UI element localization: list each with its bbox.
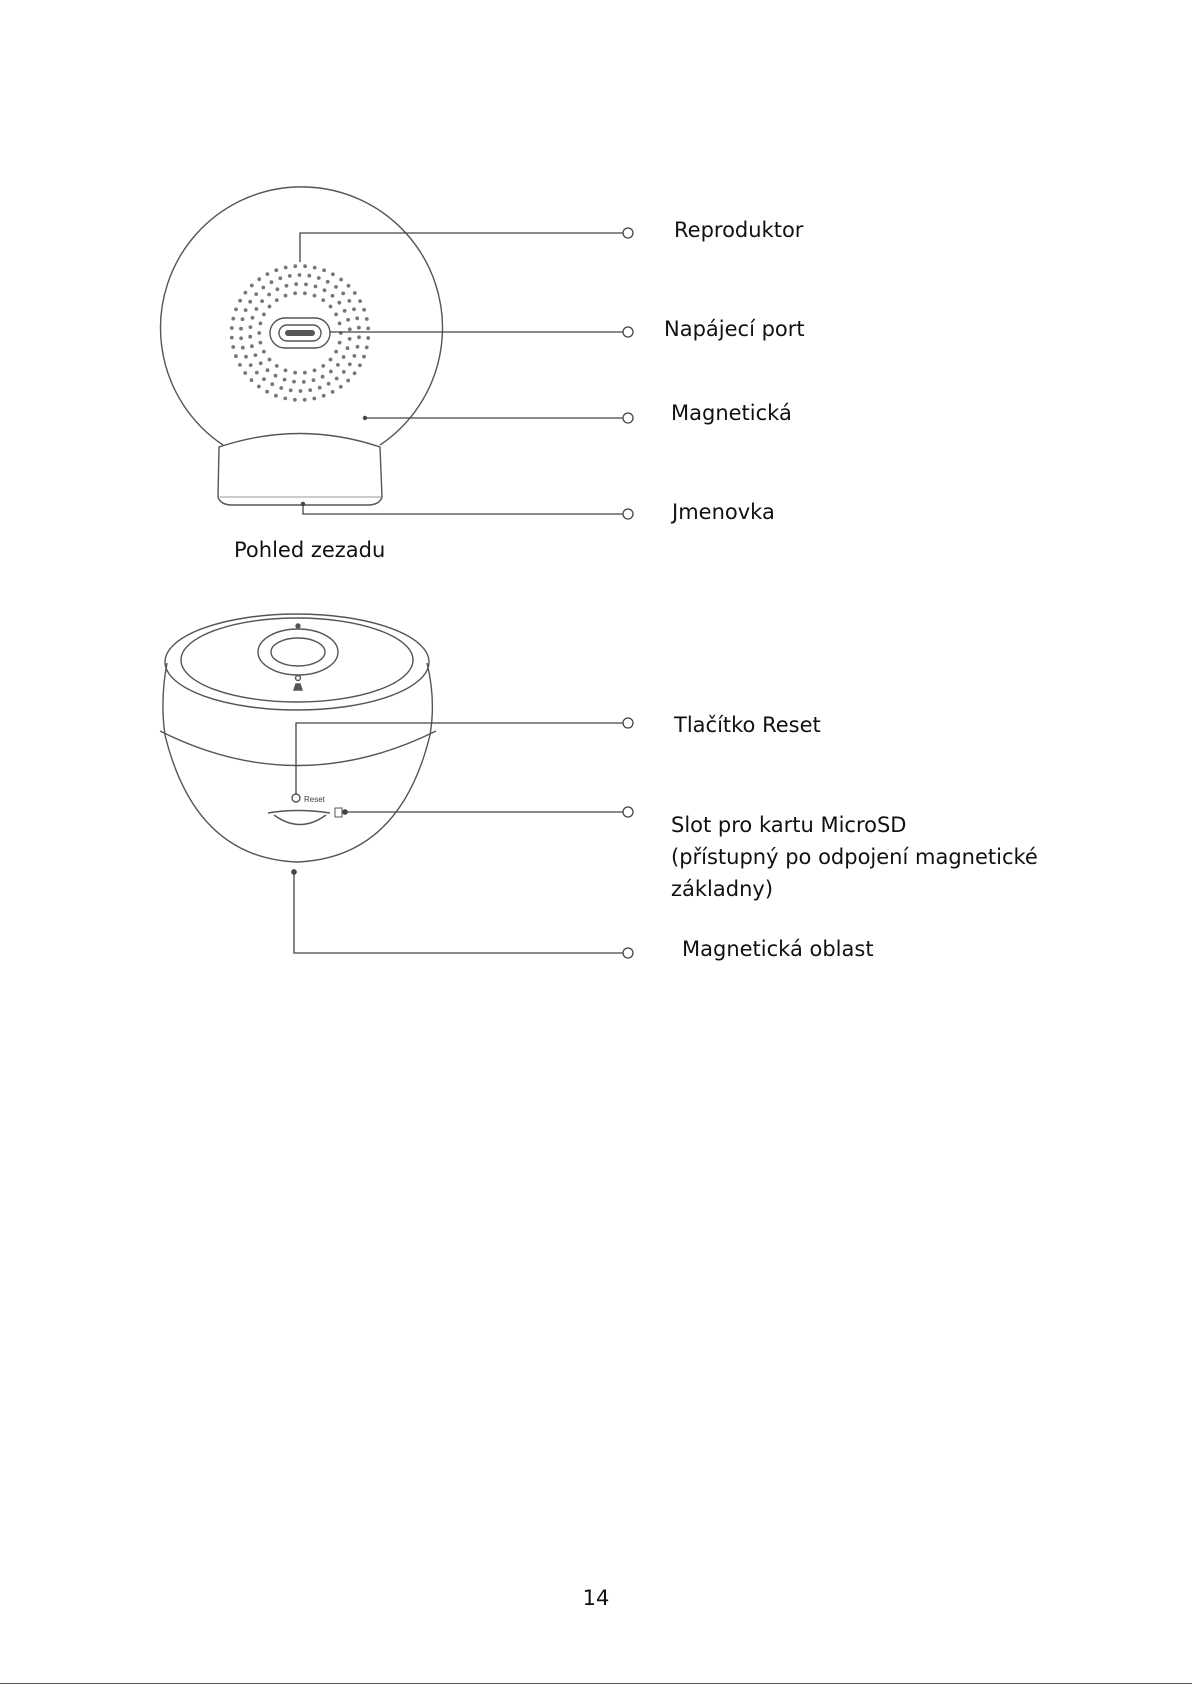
speaker-hole [335,377,339,381]
speaker-hole [251,316,255,320]
speaker-hole [283,397,287,401]
speaker-hole [362,355,366,359]
speaker-hole [270,382,274,386]
speaker-hole [326,280,330,284]
speaker-hole [284,369,288,373]
speaker-hole [347,284,351,288]
speaker-hole [331,272,335,276]
callout-microsd-slot-line1: Slot pro kartu MicroSD [671,813,907,837]
speaker-hole [355,316,359,320]
speaker-hole [259,361,263,365]
speaker-hole [241,346,245,350]
speaker-hole [274,394,278,398]
speaker-hole [243,371,247,375]
speaker-hole [239,336,243,340]
speaker-hole [254,292,258,296]
speaker-hole [275,298,279,302]
callout-power-port: Napájecí port [664,317,805,341]
speaker-hole [262,377,266,381]
speaker-hole [279,386,283,390]
back-view-caption: Pohled zezadu [234,538,386,562]
speaker-hole [268,358,272,362]
speaker-hole [313,369,317,373]
speaker-hole [250,378,254,382]
speaker-hole [270,280,274,284]
speaker-hole [265,390,269,394]
speaker-hole [268,305,272,309]
callout-microsd-slot-line2: (přístupný po odpojení magnetické [671,845,1038,869]
speaker-hole [357,326,361,330]
speaker-hole [259,341,263,345]
speaker-hole [318,386,322,390]
speaker-hole [294,282,298,286]
speaker-hole [292,380,296,384]
speaker-hole [257,385,261,389]
speaker-hole [278,276,282,280]
speaker-hole [321,298,325,302]
speaker-hole [338,322,342,326]
speaker-hole [342,370,346,374]
speaker-hole [334,313,338,317]
speaker-hole [298,273,302,277]
speaker-hole [346,346,350,350]
speaker-hole [303,291,307,295]
speaker-hole [366,336,370,340]
speaker-hole [288,274,292,278]
speaker-hole [261,286,265,290]
callout-microsd-slot-line3: základny) [671,877,774,901]
speaker-hole [348,362,352,366]
speaker-hole [257,331,261,335]
speaker-hole [353,291,357,295]
speaker-hole [329,358,333,362]
speaker-hole [244,355,248,359]
camera-back-view [161,187,443,505]
speaker-hole [342,355,346,359]
speaker-hole [284,266,288,270]
speaker-hole [312,397,316,401]
speaker-hole [293,264,297,268]
speaker-hole [304,283,308,287]
speaker-hole [336,363,340,367]
speaker-hole [329,305,333,309]
callout-reset-button: Tlačítko Reset [674,713,821,737]
speaker-hole [365,346,369,350]
callout-magnetic-area: Magnetická oblast [682,937,874,961]
speaker-hole [312,378,316,382]
speaker-hole [346,318,350,322]
speaker-hole [334,350,338,354]
speaker-hole [299,389,303,393]
speaker-hole [352,307,356,311]
speaker-hole [353,371,357,375]
speaker-hole [308,388,312,392]
speaker-hole [331,390,335,394]
speaker-hole [257,277,261,281]
speaker-hole [274,268,278,272]
speaker-hole [303,398,307,402]
speaker-hole [323,288,327,292]
speaker-hole [250,284,254,288]
speaker-hole [348,327,352,331]
speaker-hole [331,294,335,298]
speaker-hole [321,364,325,368]
speaker-hole [283,378,287,382]
reset-engraving: Reset [304,795,325,804]
speaker-hole [321,375,325,379]
speaker-hole [262,313,266,317]
bottom-view-leaders [292,718,633,958]
page-bottom-rule [0,1683,1192,1684]
speaker-hole [313,294,317,298]
speaker-hole [248,335,252,339]
speaker-hole [322,268,326,272]
callout-speaker: Reproduktor [674,218,804,242]
speaker-hole [357,335,361,339]
speaker-hole [358,299,362,303]
camera-bottom-view [160,614,436,862]
speaker-hole [362,308,366,312]
speaker-hole [358,363,362,367]
speaker-hole [239,327,243,331]
speaker-hole [249,363,253,367]
speaker-hole [293,291,297,295]
speaker-hole [231,345,235,349]
speaker-hole [317,276,321,280]
speaker-hole [339,385,343,389]
speaker-hole [314,285,318,289]
speaker-hole [293,371,297,375]
speaker-hole [285,284,289,288]
speaker-hole [231,317,235,321]
callout-magnetic: Magnetická [671,401,792,425]
speaker-hole [327,382,331,386]
speaker-hole [303,264,307,268]
speaker-hole [238,363,242,367]
speaker-hole [339,278,343,282]
speaker-hole [366,327,370,331]
speaker-hole [284,294,288,298]
speaker-hole [274,374,278,378]
speaker-hole [334,285,338,289]
speaker-hole [266,272,270,276]
speaker-hole [338,341,342,345]
speaker-hole [234,354,238,358]
speaker-hole [307,274,311,278]
speaker-hole [255,307,259,311]
speaker-hole [348,337,352,341]
speaker-hole [322,394,326,398]
speaker-hole [230,336,234,340]
speaker-hole [293,398,297,402]
speaker-hole [244,291,248,295]
speaker-hole [238,299,242,303]
speaker-hole [337,301,341,305]
speaker-hole [267,293,271,297]
speaker-hole [262,350,266,354]
speaker-hole [249,325,253,329]
speaker-hole [255,371,259,375]
speaker-hole [234,308,238,312]
speaker-hole [254,353,258,357]
speaker-hole [289,388,293,392]
speaker-hole [275,364,279,368]
speaker-hole [266,368,270,372]
speaker-hole [276,287,280,291]
speaker-hole [347,299,351,303]
speaker-hole [341,292,345,296]
speaker-hole [329,370,333,374]
page-number: 14 [582,1586,610,1610]
speaker-hole [241,317,245,321]
callout-nameplate: Jmenovka [672,500,775,524]
speaker-hole [244,308,248,312]
speaker-hole [248,300,252,304]
speaker-hole [260,299,264,303]
speaker-hole [353,354,357,358]
speaker-hole [303,371,307,375]
speaker-hole [259,322,263,326]
speaker-hole [250,344,254,348]
speaker-hole [230,326,234,330]
speaker-hole [346,379,350,383]
speaker-hole [365,317,369,321]
speaker-hole [343,309,347,313]
speaker-hole [302,380,306,384]
speaker-hole [313,266,317,270]
speaker-hole [356,345,360,349]
